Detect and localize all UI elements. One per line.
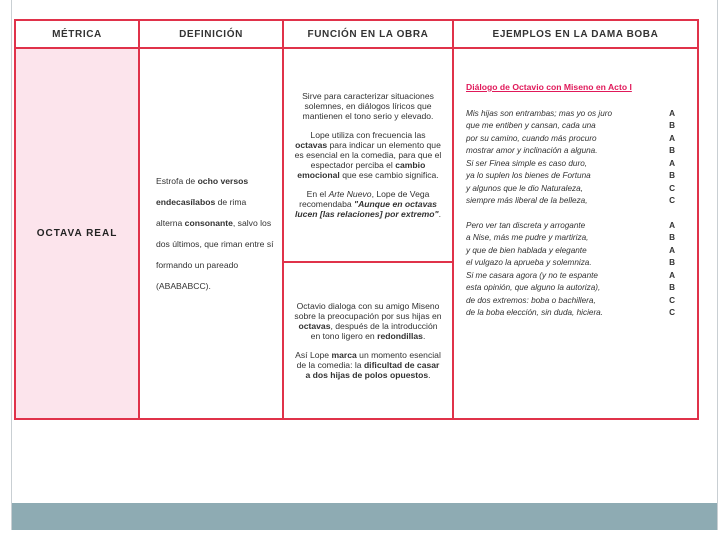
rhyme-letter: C: [669, 183, 675, 193]
verse-text: esta opinión, que alguno la autoriza),: [466, 283, 601, 292]
verse-line: [466, 145, 675, 158]
rhyme-letter: A: [669, 108, 675, 118]
verse-text: de la boba elección, sin duda, hiciera.: [466, 308, 604, 317]
function-top-cell: [283, 48, 453, 262]
header-funcion: FUNCIÓN EN LA OBRA: [283, 20, 453, 48]
function-para-3: En el Arte Nuevo, Lope de Vega recomendaba "Aunque en octavas lucen [las relaciones] por extremo".: [295, 189, 441, 219]
rhyme-letter: A: [669, 270, 675, 280]
verse-text: ya lo suplen los bienes de Fortuna: [466, 171, 591, 180]
verse-line: [466, 245, 675, 258]
verse-line: [466, 158, 675, 171]
verse-line: [466, 295, 675, 308]
stanza-1: [466, 108, 675, 208]
rhyme-letter: B: [669, 258, 675, 267]
verse-line: [466, 220, 675, 233]
verse-text: Mis hijas son entrambas; mas yo os juro: [466, 108, 613, 118]
rhyme-letter: B: [669, 121, 675, 130]
verse-line: [466, 257, 675, 270]
definition-text: Estrofa de ocho versos endecasílabos de rima alterna consonante, salvo los dos últimos, que riman entre sí formando un pareado (ABABABCC).: [156, 175, 274, 291]
rhyme-letter: A: [669, 245, 675, 255]
verse-line: [466, 195, 675, 208]
rhyme-letter: B: [669, 171, 675, 180]
examples-cell: [453, 48, 698, 419]
function-para-2: Lope utiliza con frecuencia las octavas para indicar un elemento que es esencial en la comedia, para que el espectador perciba el cambio emocional que ese cambio significa.: [294, 130, 442, 180]
function-para-4: Octavio dialoga con su amigo Miseno sobre la preocupación por sus hijas en octavas, después de la introducción en tono ligero en redondillas.: [294, 301, 442, 341]
function-para-5: Así Lope marca un momento esencial de la comedia: la dificultad de casar a dos hijas de polos opuestos.: [295, 350, 441, 380]
verse-line: [466, 232, 675, 245]
rhyme-letter: C: [669, 196, 675, 205]
header-definicion: DEFINICIÓN: [139, 20, 283, 48]
verse-text: Si ser Finea simple es caso duro,: [466, 158, 588, 168]
metric-name-cell: [15, 48, 139, 419]
verse-line: [466, 270, 675, 283]
verse-text: el vulgazo la aprueba y solemniza.: [466, 258, 592, 267]
body-row-top: [15, 48, 698, 262]
verse-line: [466, 282, 675, 295]
verse-text: mostrar amor y inclinación a alguna.: [466, 146, 598, 155]
verse-line: [466, 120, 675, 133]
function-para-1: Sirve para caracterizar situaciones solemnes, en diálogos líricos que mantienen el tono serio y elevado.: [302, 91, 434, 121]
header-row: [15, 20, 698, 48]
rhyme-letter: B: [669, 283, 675, 292]
stanza-2: [466, 220, 675, 320]
rhyme-letter: B: [669, 146, 675, 155]
verse-text: Si me casara agora (y no te espante: [466, 270, 598, 280]
rhyme-letter: A: [669, 133, 675, 143]
verse-line: [466, 183, 675, 196]
verse-text: a Nise, más me pudre y martiriza,: [466, 233, 589, 242]
verse-line: [466, 133, 675, 146]
verse-text: y que de bien hablada y elegante: [466, 245, 587, 255]
verse-line: [466, 307, 675, 320]
verse-text: que me entiben y cansan, cada una: [466, 121, 596, 130]
rhyme-letter: C: [669, 295, 675, 305]
dialogue-heading: Diálogo de Octavio con Miseno en Acto I: [466, 82, 632, 92]
rhyme-letter: B: [669, 233, 675, 242]
verse-text: Pero ver tan discreta y arrogante: [466, 220, 586, 230]
header-ejemplos: EJEMPLOS EN LA DAMA BOBA: [453, 20, 698, 48]
footer-bar: [12, 503, 717, 530]
verse-text: de dos extremos: boba o bachillera,: [466, 295, 596, 305]
verse-text: siempre más liberal de la belleza,: [466, 196, 588, 205]
verse-line: [466, 170, 675, 183]
rhyme-letter: A: [669, 220, 675, 230]
verse-text: por su camino, cuando más procuro: [466, 133, 597, 143]
rhyme-letter: A: [669, 158, 675, 168]
verse-line: [466, 108, 675, 121]
function-bottom-cell: [283, 262, 453, 419]
header-metrica: MÉTRICA: [15, 20, 139, 48]
rhyme-letter: C: [669, 308, 675, 317]
metric-name: OCTAVA REAL: [36, 228, 118, 239]
verse-text: y algunos que le dio Naturaleza,: [466, 183, 583, 193]
metric-table: [14, 19, 699, 420]
definition-cell: [139, 48, 283, 419]
